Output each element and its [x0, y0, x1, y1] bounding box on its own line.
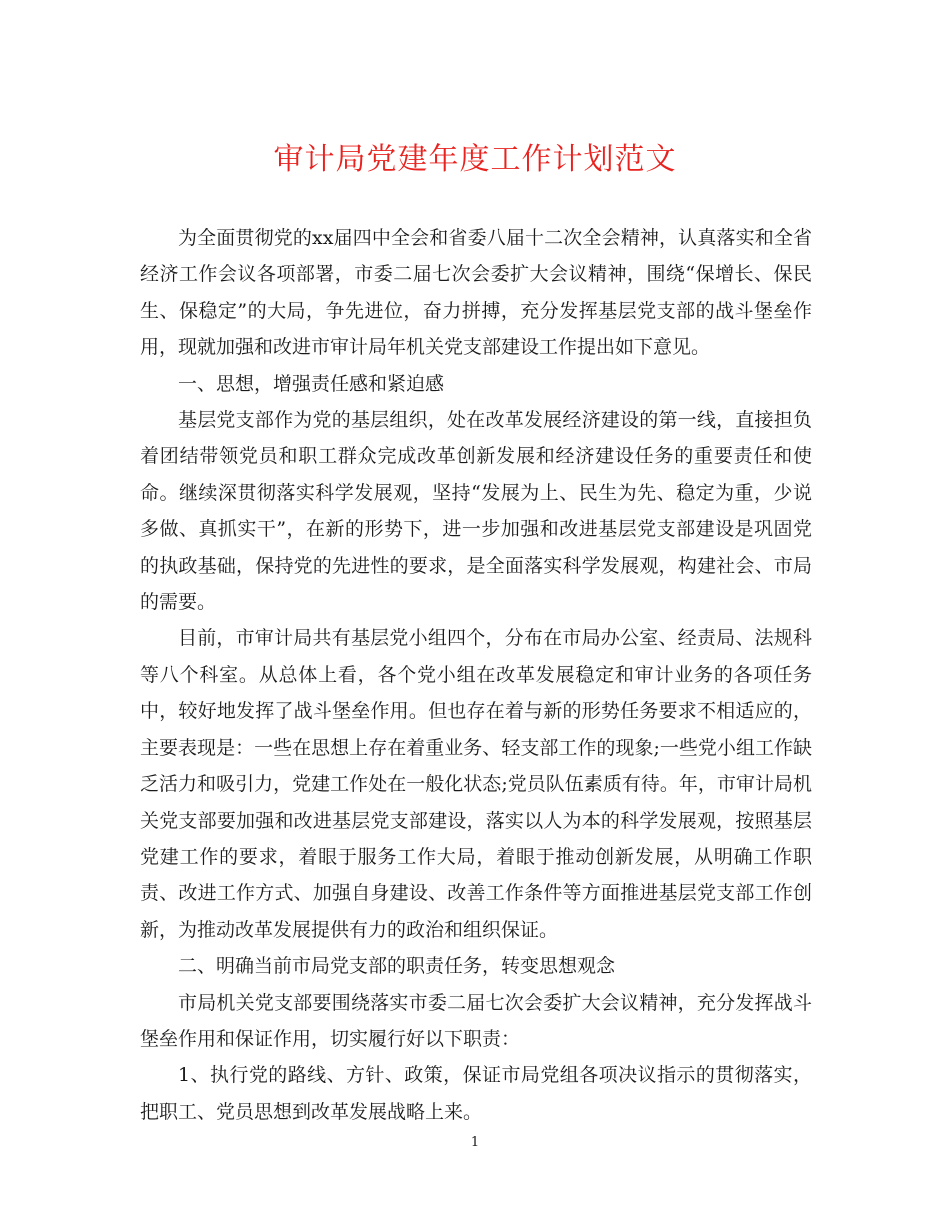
page-number: 1 — [470, 1135, 480, 1150]
document-title: 审计局党建年度工作计划范文 — [273, 142, 677, 177]
paragraph-2: 目前，市审计局共有基层党小组四个，分布在市局办公室、经责局、法规科等八个科室。从总体上看，各个党小组在改革发展稳定和审计业务的各项任务中，较好地发挥了战斗堡垒作用。但也存在着与新的形势任务要求不相适应的，主要表现是：一些在思想上存在着重业务、轻支部工作的现象;一些党小组工作缺乏活力和吸引力，党建工作处在一般化状态;党员队伍素质有待。年，市审计局机关党支部要加强和改进基层党支部建设，落实以人为本的科学发展观，按照基层党建工作的要求，着眼于服务工作大局，着眼于推动创新发展，从明确工作职责、改进工作方式、加强自身建设、改善工作条件等方面推进基层党支部工作创新，为推动改革发展提供有力的政治和组织保证。 — [140, 627, 812, 941]
paragraph-intro: 为全面贯彻党的xx届四中全会和省委八届十二次全会精神，认真落实和全省经济工作会议各项部署，市委二届七次会委扩大会议精神，围绕“保增长、保民生、保稳定”的大局，争先进位，奋力拼搏，充分发挥基层党支部的战斗堡垒作用，现就加强和改进市审计局年机关党支部建设工作提出如下意见。 — [140, 227, 812, 359]
paragraph-1: 基层党支部作为党的基层组织，处在改革发展经济建设的第一线，直接担负着团结带领党员和职工群众完成改革创新发展和经济建设任务的重要责任和使命。继续深贯彻落实科学发展观，坚持“发展为上、民生为先、稳定为重，少说多做、真抓实干”，在新的形势下，进一步加强和改进基层党支部建设是巩固党的执政基础，保持党的先进性的要求，是全面落实科学发展观，构建社会、市局的需要。 — [140, 409, 812, 614]
document-body — [140, 220, 812, 1130]
section-heading-1: 一、思想，增强责任感和紧迫感 — [178, 372, 445, 395]
section-heading-2: 二、明确当前市局党支部的职责任务，转变思想观念 — [178, 955, 616, 978]
list-item-1: 1、执行党的路线、方针、政策，保证市局党组各项决议指示的贯彻落实，把职工、党员思想到改革发展战略上来。 — [140, 1064, 812, 1123]
paragraph-3: 市局机关党支部要围绕落实市委二届七次会委扩大会议精神，充分发挥战斗堡垒作用和保证作用，切实履行好以下职责： — [140, 991, 812, 1050]
